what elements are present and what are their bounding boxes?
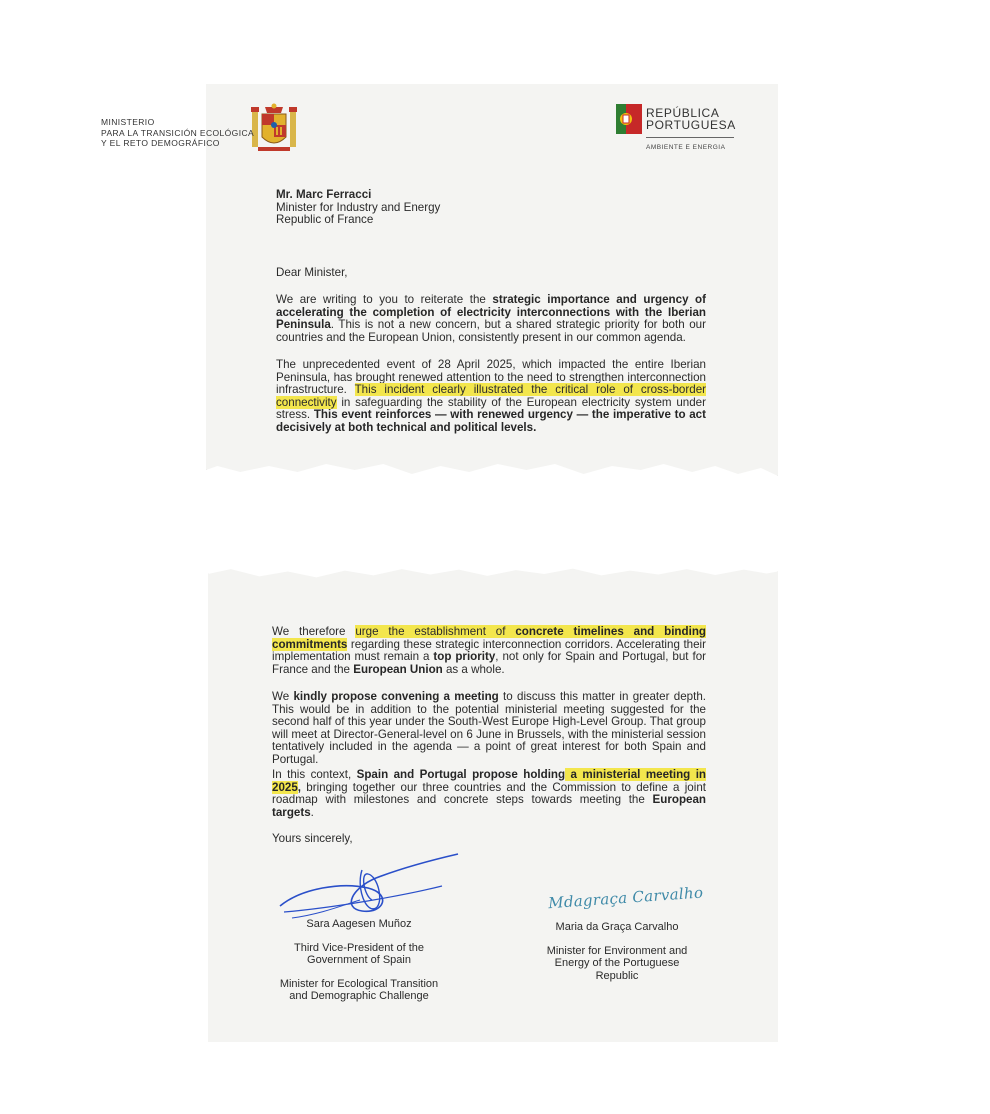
signatory-role: Minister for Environment and	[546, 944, 688, 957]
signatory-role: Minister for Ecological Transition	[279, 977, 439, 990]
portugal-republic-title	[646, 107, 756, 131]
recipient-name: Mr. Marc Ferracci	[276, 188, 372, 201]
letterhead-line: REPÚBLICA	[646, 106, 720, 120]
highlighted-text: This incident clearly illustrated the critical role of cross-border connectivity	[276, 383, 707, 409]
signatory-role: and Demographic Challenge	[289, 990, 429, 1003]
paragraph-3: We therefore urge the establishment of concrete timelines and binding commitments regarding these strategic interconnection corridors. Accelerating their implementation must remain a top priority, not only for Spain and Portugal, but for France and the European Union as a whole.	[272, 625, 706, 676]
paragraph-5: In this context, Spain and Portugal propose holding a ministerial meeting in 2025, bringing together our three countries and the Commission to define a joint roadmap with milestones and concrete steps towards meeting the European targets.	[272, 768, 706, 819]
signatory-role: Energy of the Portuguese	[554, 957, 680, 970]
signatory-portugal	[532, 921, 702, 982]
letterhead-divider	[646, 137, 734, 138]
letterhead-line: PORTUGUESA	[646, 118, 736, 132]
spain-ministry-letterhead	[101, 117, 301, 149]
paragraph-2: The unprecedented event of 28 April 2025, which impacted the entire Iberian Peninsula, has brought renewed attention to the need to strengthen interconnection infrastructure. This incident clearly illustrated the critical role of cross-border connectivity in safeguarding the stability of the European electricity system under stress. This event reinforces — with renewed urgency — the imperative to act decisively at both technical and political levels.	[276, 358, 707, 434]
signatory-role: Government of Spain	[307, 954, 411, 967]
highlighted-text: concrete timelines and binding commitments	[272, 625, 706, 651]
signatory-name: Maria da Graça Carvalho	[555, 921, 679, 933]
signatory-role: Third Vice-President of the	[293, 941, 425, 954]
highlighted-text: urge the establishment of	[355, 625, 516, 638]
portugal-republic-logo	[616, 104, 642, 134]
signatory-spain	[272, 918, 446, 1003]
paragraph-4: We kindly propose convening a meeting to discuss this matter in greater depth. This would be in addition to the potential ministerial meeting suggested for the second half of this year under the South-West Europe High-Level Group. That group will meet at Director-General-level on 6 June in Brussels, with the ministerial session tentatively included in the agenda — a point of great interest for both Spain and Portugal.	[272, 690, 706, 766]
portugal-ministry-subtitle: AMBIENTE E ENERGIA	[646, 144, 726, 151]
signatory-name: Sara Aagesen Muñoz	[306, 918, 412, 930]
salutation: Dear Minister,	[276, 266, 348, 279]
paragraph-1: We are writing to you to reiterate the strategic importance and urgency of accelerating the completion of electricity interconnections with the Iberian Peninsula. This is not a new concern, but a shared strategic priority for both our countries and the European Union, consistently present in our common agenda.	[276, 293, 706, 344]
signatory-role: Republic	[595, 969, 639, 982]
letterhead-line: Y EL RETO DEMOGRÁFICO	[101, 138, 220, 148]
handwritten-signature-spain	[272, 848, 462, 928]
handwritten-signature-portugal: Mdagraça Carvalho	[547, 883, 704, 913]
closing: Yours sincerely,	[272, 832, 353, 845]
letterhead-line: MINISTERIO	[101, 117, 155, 127]
letterhead-line: PARA LA TRANSICIÓN ECOLÓGICA	[101, 127, 255, 138]
highlighted-text: a ministerial meeting in 2025	[272, 768, 706, 794]
recipient-address	[276, 189, 576, 227]
recipient-country: Republic of France	[276, 213, 374, 227]
recipient-title: Minister for Industry and Energy	[276, 200, 441, 214]
